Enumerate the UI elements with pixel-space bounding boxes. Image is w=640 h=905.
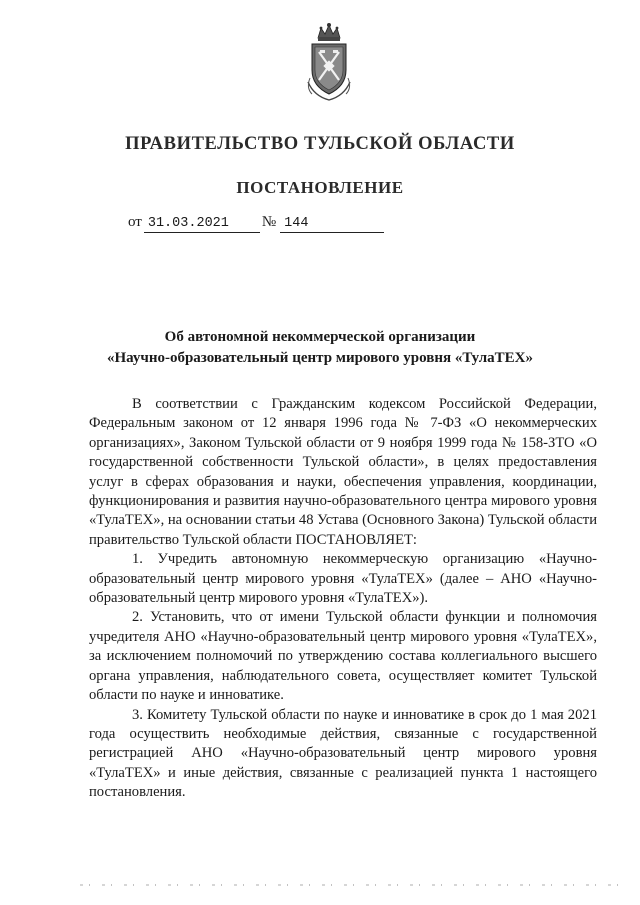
document-subject — [60, 327, 580, 369]
clause-2-paragraph: 2. Установить, что от имени Тульской области функции и полномочия учредителя АНО «Научно-образовательный центр мирового уровня «ТулаТЕХ», за исключением полномочий по утверждению состава коллегиального высшего органа управления, наблюдательного совета, осуществляет комитет Тульской области по науке и инноватике. — [89, 609, 597, 704]
tula-coat-of-arms-icon — [300, 22, 358, 102]
document-type: ПОСТАНОВЛЕНИЕ — [236, 178, 404, 197]
subject-line-1: Об автономной некоммерческой организации — [164, 329, 476, 345]
preamble-paragraph: В соответствии с Гражданским кодексом Российской Федерации, Федеральным законом от 12 января 1996 года № 7-ФЗ «О некоммерческих организациях», Законом Тульской области от 9 ноября 1999 года № 158-ЗТО «О государственной собственности Тульской области», в целях предоставления услуг в сферах образования и науки, обеспечения управления, координации, функционирования и развития научно-образовательного центра мирового уровня «ТулаТЕХ», на основании статьи 48 Устава (Основного Закона) Тульской области правительство Тульской области ПОСТАНОВЛЯЕТ: — [89, 396, 597, 548]
government-title: ПРАВИТЕЛЬСТВО ТУЛЬСКОЙ ОБЛАСТИ — [125, 134, 515, 154]
scan-artifact-line — [80, 884, 620, 886]
subject-line-2: «Научно-образовательный центр мирового уровня «ТулаТЕХ» — [106, 350, 534, 366]
date-number-line — [128, 214, 384, 233]
date-prefix: от — [128, 214, 142, 230]
number-prefix: № — [261, 214, 277, 230]
clause-1-paragraph: 1. Учредить автономную некоммерческую организацию «Научно-образовательный центр мирового уровня «ТулаТЕХ» (далее – АНО «Научно-образовательный центр мирового уровня «ТулаТЕХ»). — [89, 551, 597, 607]
clause-3-paragraph: 3. Комитету Тульской области по науке и инноватике в срок до 1 мая 2021 года осуществить необходимые действия, связанные с государственной регистрацией АНО «Научно-образовательный центр мирового уровня «ТулаТЕХ» и иные действия, связанные с реализацией пункта 1 настоящего постановления. — [89, 706, 597, 801]
document-date: 31.03.2021 — [144, 216, 260, 233]
document-body — [89, 395, 597, 803]
document-number: 144 — [280, 216, 384, 233]
